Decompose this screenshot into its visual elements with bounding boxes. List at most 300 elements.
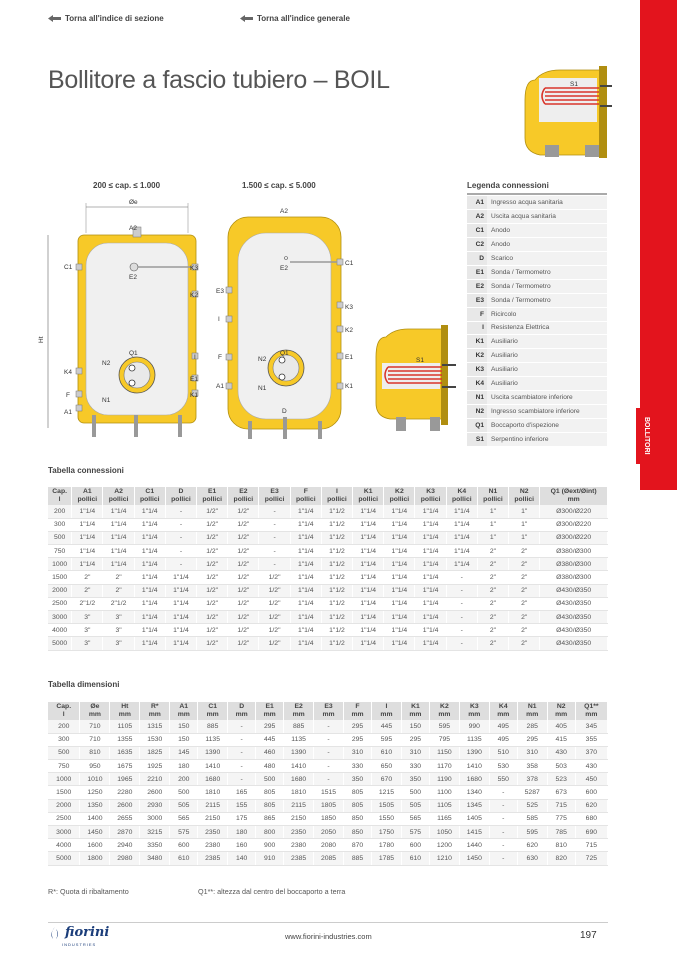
table-cell: 350 xyxy=(401,773,429,786)
side-tab-bollitori[interactable]: BOLLITORI xyxy=(636,408,657,464)
table-header-row xyxy=(48,702,608,720)
table-cell: 1"1/4 xyxy=(384,597,415,610)
table-cell: 1"1/4 xyxy=(134,518,165,531)
label-d-right: D xyxy=(282,408,287,415)
table-cell: 1150 xyxy=(429,746,459,759)
table-cell: 1"1/4 xyxy=(446,545,477,558)
table-cell: 1"1/4 xyxy=(415,518,446,531)
table-cell: 445 xyxy=(372,720,402,733)
legend-code: Q1 xyxy=(467,418,487,432)
table-cell: 1"1/4 xyxy=(290,558,321,571)
table-cell: 4000 xyxy=(48,839,80,852)
column-header-unit: pollici xyxy=(295,496,316,503)
legend-code: N1 xyxy=(467,390,487,404)
table-cell: 1/2" xyxy=(228,518,259,531)
table-cell: 565 xyxy=(401,812,429,825)
legend-code: K1 xyxy=(467,335,487,349)
table-cell: 1500 xyxy=(48,571,72,584)
legend-row xyxy=(467,265,607,279)
column-header-name: K4 xyxy=(498,703,508,710)
table-row xyxy=(48,518,608,531)
table-cell: 1925 xyxy=(140,760,170,773)
table-cell: 1100 xyxy=(429,786,459,799)
table-cell: 2600 xyxy=(140,786,170,799)
table-cell: 1440 xyxy=(459,839,489,852)
table-cell: 620 xyxy=(517,839,547,852)
table-cell: 140 xyxy=(228,852,256,865)
column-header xyxy=(198,702,228,720)
column-header-unit: mm xyxy=(148,711,161,718)
table-cell: 3000 xyxy=(140,812,170,825)
table-cell: 1"1/4 xyxy=(384,571,415,584)
legend-row xyxy=(467,224,607,238)
table-cell: 2" xyxy=(477,597,508,610)
table-cell: 1515 xyxy=(314,786,344,799)
table-cell: 445 xyxy=(256,733,284,746)
legend-row xyxy=(467,349,607,363)
table-cell: 1505 xyxy=(372,799,402,812)
column-header-unit: mm xyxy=(409,711,422,718)
column-header-unit: pollici xyxy=(389,496,410,503)
table-cell: 4000 xyxy=(48,624,72,637)
table-cell: 1"1/2 xyxy=(321,584,352,597)
table-cell: 1" xyxy=(477,518,508,531)
table-cell: 1825 xyxy=(140,746,170,759)
coil-label: S1 xyxy=(570,81,578,88)
table-cell: 1/2" xyxy=(228,624,259,637)
column-header-name: N2 xyxy=(519,488,529,495)
table-cell: 150 xyxy=(170,733,198,746)
table-cell: 1/2" xyxy=(197,558,228,571)
table-cell: 610 xyxy=(372,746,402,759)
legend-desc: Anodo xyxy=(487,224,607,238)
table-cell: 1000 xyxy=(48,773,80,786)
legend-rule xyxy=(467,193,607,195)
label-e1-right: E1 xyxy=(345,354,353,361)
table-cell: 1"1/2 xyxy=(321,518,352,531)
table-cell: 1550 xyxy=(372,812,402,825)
legend-code: I xyxy=(467,321,487,335)
table-cell: Ø300/Ø220 xyxy=(540,518,608,531)
table-cell: 725 xyxy=(575,852,607,865)
table-cell: 1"1/4 xyxy=(384,505,415,518)
table-cell: 1"1/4 xyxy=(165,597,196,610)
table-cell: 1"1/4 xyxy=(384,624,415,637)
table-row xyxy=(48,773,608,786)
table-cell: 1390 xyxy=(198,746,228,759)
right-diagram-caption: 1.500 ≤ cap. ≤ 5.000 xyxy=(242,181,316,190)
table-cell: 1"1/4 xyxy=(353,518,384,531)
column-header xyxy=(459,702,489,720)
column-header-unit: l xyxy=(62,711,65,718)
legend-desc: Resistenza Elettrica xyxy=(487,321,607,335)
table-cell: 2" xyxy=(477,545,508,558)
table-header-row xyxy=(48,487,608,505)
table-cell: 200 xyxy=(48,505,72,518)
table-cell: 1410 xyxy=(284,760,314,773)
table-row xyxy=(48,826,608,839)
label-f-right: F xyxy=(218,354,222,361)
table-cell: 1/2" xyxy=(197,531,228,544)
table-cell: 1"1/4 xyxy=(134,558,165,571)
table-cell: 3" xyxy=(72,611,103,624)
table-cell: 1785 xyxy=(372,852,402,865)
table-cell: 805 xyxy=(256,799,284,812)
table-cell: 505 xyxy=(170,799,198,812)
table-cell: 175 xyxy=(228,812,256,825)
table-cell: 1390 xyxy=(459,746,489,759)
table-cell: 1/2" xyxy=(197,597,228,610)
table-cell: Ø430/Ø350 xyxy=(540,611,608,624)
table-cell: 850 xyxy=(344,826,372,839)
table-cell: 1"1/4 xyxy=(415,637,446,650)
table-cell: - xyxy=(446,597,477,610)
legend-code: K2 xyxy=(467,349,487,363)
column-header xyxy=(540,487,608,505)
table-cell: 1/2" xyxy=(259,584,290,597)
table-cell: - xyxy=(489,826,517,839)
column-header xyxy=(415,487,446,505)
table-cell: 1/2" xyxy=(259,597,290,610)
table-cell: 885 xyxy=(344,852,372,865)
table-cell: 3" xyxy=(103,624,134,637)
table-cell: 1170 xyxy=(429,760,459,773)
table-cell: 1"1/4 xyxy=(103,545,134,558)
label-n2: N2 xyxy=(102,360,111,367)
table-row xyxy=(48,786,608,799)
table-cell: 680 xyxy=(575,812,607,825)
column-header-unit: l xyxy=(58,496,61,503)
table-cell: 2" xyxy=(509,637,540,650)
table-cell: 610 xyxy=(170,852,198,865)
label-q1-right: Q1 xyxy=(280,350,289,357)
column-header-unit: pollici xyxy=(171,496,191,503)
table-row xyxy=(48,624,608,637)
table-cell: 5287 xyxy=(517,786,547,799)
table-cell: - xyxy=(165,545,196,558)
column-header-unit: mm xyxy=(88,711,101,718)
table-cell: 295 xyxy=(401,733,429,746)
table-cell: 1215 xyxy=(372,786,402,799)
table-cell: 2380 xyxy=(284,839,314,852)
connections-table xyxy=(48,487,608,651)
label-k2-right: K2 xyxy=(345,327,353,334)
label-oe: Øe xyxy=(129,199,138,206)
table-cell: 330 xyxy=(401,760,429,773)
nav-general-link[interactable] xyxy=(240,14,350,23)
column-header-name: I xyxy=(385,703,388,710)
page-title: Bollitore a fascio tubiero – BOIL xyxy=(48,66,390,94)
table-cell: 1"1/4 xyxy=(353,611,384,624)
column-header-name: N1 xyxy=(488,488,498,495)
legend-row xyxy=(467,293,607,307)
column-header-unit: mm xyxy=(351,711,364,718)
footer-divider xyxy=(48,922,608,923)
table-cell: 345 xyxy=(575,720,607,733)
product-image xyxy=(515,60,615,165)
column-header-name: I xyxy=(336,488,338,495)
legend-code: E1 xyxy=(467,265,487,279)
column-header-name: K2 xyxy=(395,488,404,495)
table-cell: 1"1/4 xyxy=(134,545,165,558)
table-cell: 1"1/4 xyxy=(415,558,446,571)
table-cell: 200 xyxy=(170,773,198,786)
table-cell: 2115 xyxy=(198,799,228,812)
table-cell: 1/2" xyxy=(228,597,259,610)
column-header xyxy=(372,702,402,720)
legend-desc: Ausiliario xyxy=(487,377,607,391)
column-header xyxy=(314,702,344,720)
legend-desc: Ingresso acqua sanitaria xyxy=(487,196,607,210)
table-cell: 1/2" xyxy=(197,545,228,558)
legend-desc: Ingresso scambiatore inferiore xyxy=(487,404,607,418)
column-header xyxy=(197,487,228,505)
table-cell: 1/2" xyxy=(197,611,228,624)
table-cell: 1/2" xyxy=(197,505,228,518)
table-cell: 2" xyxy=(72,571,103,584)
table-cell: Ø430/Ø350 xyxy=(540,637,608,650)
column-header-name: K1 xyxy=(411,703,420,710)
column-header-name: E3 xyxy=(270,488,279,495)
table-cell: - xyxy=(228,773,256,786)
table-cell: 145 xyxy=(170,746,198,759)
legend-row xyxy=(467,363,607,377)
table-cell: Ø430/Ø350 xyxy=(540,624,608,637)
table-cell: 1"1/4 xyxy=(290,571,321,584)
table-cell: 300 xyxy=(48,733,80,746)
legend-desc: Ausiliario xyxy=(487,363,607,377)
table-cell: 2" xyxy=(477,624,508,637)
table-cell: 405 xyxy=(547,720,575,733)
column-header-unit: mm xyxy=(235,711,248,718)
table-cell: 1"1/4 xyxy=(415,571,446,584)
table-cell: 1"1/4 xyxy=(353,531,384,544)
column-header xyxy=(290,487,321,505)
column-header-unit: mm xyxy=(118,711,131,718)
legend-code: C2 xyxy=(467,238,487,252)
table-cell: 3215 xyxy=(140,826,170,839)
column-header xyxy=(344,702,372,720)
nav-section-link[interactable] xyxy=(48,14,164,23)
table-cell: 1"1/4 xyxy=(72,545,103,558)
table-cell: 2"1/2 xyxy=(72,597,103,610)
column-header-name: Ht xyxy=(121,703,129,710)
table-cell: 673 xyxy=(547,786,575,799)
table-cell: 750 xyxy=(48,545,72,558)
table-cell: 1675 xyxy=(110,760,140,773)
label-i: I xyxy=(194,354,196,361)
column-header xyxy=(165,487,196,505)
table-cell: 2" xyxy=(509,558,540,571)
table-cell: 1"1/4 xyxy=(446,518,477,531)
table-cell: 1"1/4 xyxy=(415,531,446,544)
table-cell: 500 xyxy=(170,786,198,799)
table-cell: 1250 xyxy=(80,786,110,799)
table-cell: 2" xyxy=(509,611,540,624)
table-cell: 595 xyxy=(517,826,547,839)
table-cell: 2210 xyxy=(140,773,170,786)
table-cell: 310 xyxy=(517,746,547,759)
column-header xyxy=(48,487,72,505)
table-cell: 155 xyxy=(228,799,256,812)
table-cell: 2" xyxy=(477,611,508,624)
legend-desc: Boccaporto d'ispezione xyxy=(487,418,607,432)
table-cell: 1"1/2 xyxy=(321,624,352,637)
column-header xyxy=(509,487,540,505)
table-cell: Ø300/Ø220 xyxy=(540,505,608,518)
column-header xyxy=(401,702,429,720)
table-cell: 990 xyxy=(459,720,489,733)
table-cell: 1635 xyxy=(110,746,140,759)
page-number: 197 xyxy=(580,930,597,941)
table-cell: 2150 xyxy=(284,812,314,825)
table-cell: 310 xyxy=(401,746,429,759)
table-cell: 2385 xyxy=(284,852,314,865)
table-cell: 805 xyxy=(256,786,284,799)
table-cell: 2150 xyxy=(198,812,228,825)
dimensions-title: Tabella dimensioni xyxy=(48,680,120,689)
table-cell: 810 xyxy=(80,746,110,759)
table-cell: 285 xyxy=(517,720,547,733)
table-cell: 2" xyxy=(509,584,540,597)
table-cell: 3000 xyxy=(48,611,72,624)
legend-row xyxy=(467,252,607,266)
table-row xyxy=(48,720,608,733)
table-cell: 2870 xyxy=(110,826,140,839)
brand-logo[interactable] xyxy=(48,925,109,940)
table-cell: 450 xyxy=(575,773,607,786)
legend-desc: Anodo xyxy=(487,238,607,252)
table-cell: 1"1/4 xyxy=(290,505,321,518)
table-cell: 1"1/4 xyxy=(134,597,165,610)
table-cell: 2080 xyxy=(314,839,344,852)
table-cell: 1"1/4 xyxy=(446,531,477,544)
table-row xyxy=(48,611,608,624)
column-header-unit: mm xyxy=(322,711,335,718)
table-cell: Ø380/Ø300 xyxy=(540,571,608,584)
table-cell: 5000 xyxy=(48,637,72,650)
table-cell: 800 xyxy=(256,826,284,839)
table-cell: 1/2" xyxy=(259,611,290,624)
table-cell: 620 xyxy=(575,799,607,812)
column-header-name: A2 xyxy=(114,488,123,495)
table-cell: 1"1/4 xyxy=(290,545,321,558)
table-cell: 1"1/4 xyxy=(72,531,103,544)
legend-code: E3 xyxy=(467,293,487,307)
column-header-name: A1 xyxy=(179,703,189,710)
nav-section-label[interactable]: Torna all'indice di sezione xyxy=(65,14,164,23)
table-row xyxy=(48,733,608,746)
r-note: R*: Quota di ribaltamento xyxy=(48,887,129,896)
left-tank-diagram xyxy=(40,193,210,443)
column-header-unit: pollici xyxy=(264,496,285,503)
table-cell: 1" xyxy=(477,505,508,518)
table-cell: 950 xyxy=(80,760,110,773)
table-row xyxy=(48,597,608,610)
table-cell: 1/2" xyxy=(197,584,228,597)
table-cell: 1"1/4 xyxy=(290,518,321,531)
table-row xyxy=(48,531,608,544)
table-cell: 1"1/2 xyxy=(321,637,352,650)
legend-code: C1 xyxy=(467,224,487,238)
table-cell: 710 xyxy=(80,733,110,746)
column-header-unit: pollici xyxy=(139,496,160,503)
table-cell: 295 xyxy=(517,733,547,746)
table-cell: 2280 xyxy=(110,786,140,799)
table-cell: 1"1/2 xyxy=(321,597,352,610)
table-cell: 600 xyxy=(575,786,607,799)
column-header xyxy=(547,702,575,720)
table-cell: 1/2" xyxy=(228,571,259,584)
legend-row xyxy=(467,404,607,418)
legend-code: E2 xyxy=(467,279,487,293)
label-f: F xyxy=(66,392,70,399)
legend-code: S1 xyxy=(467,432,487,446)
column-header xyxy=(575,702,607,720)
table-cell: 1"1/4 xyxy=(134,531,165,544)
column-header-unit: pollici xyxy=(77,496,98,503)
table-cell: Ø380/Ø300 xyxy=(540,558,608,571)
table-cell: 575 xyxy=(401,826,429,839)
table-cell: 1600 xyxy=(80,839,110,852)
column-header-name: C1 xyxy=(208,703,218,710)
nav-general-label[interactable]: Torna all'indice generale xyxy=(257,14,350,23)
table-cell: 430 xyxy=(575,760,607,773)
legend-row xyxy=(467,377,607,391)
table-cell: 1"1/4 xyxy=(103,558,134,571)
table-cell: 1" xyxy=(509,505,540,518)
connections-title: Tabella connessioni xyxy=(48,466,124,475)
column-header-unit: pollici xyxy=(108,496,129,503)
table-cell: 1315 xyxy=(140,720,170,733)
table-cell: 1"1/4 xyxy=(134,505,165,518)
table-cell: 1135 xyxy=(284,733,314,746)
table-cell: 2050 xyxy=(314,826,344,839)
table-cell: 1350 xyxy=(80,799,110,812)
table-cell: 500 xyxy=(48,746,80,759)
table-cell: 1" xyxy=(477,531,508,544)
column-header-name: A1 xyxy=(83,488,92,495)
table-cell: - xyxy=(314,760,344,773)
table-cell: 2" xyxy=(509,597,540,610)
label-n1-right: N1 xyxy=(258,385,267,392)
table-cell: 1/2" xyxy=(259,624,290,637)
label-a2-right: A2 xyxy=(280,208,288,215)
table-cell: 600 xyxy=(401,839,429,852)
table-cell: 1"1/4 xyxy=(165,624,196,637)
table-cell: 1"1/4 xyxy=(72,558,103,571)
table-cell: 595 xyxy=(429,720,459,733)
table-cell: 1"1/4 xyxy=(353,545,384,558)
column-header-unit: pollici xyxy=(451,496,472,503)
table-cell: 495 xyxy=(489,733,517,746)
label-q1: Q1 xyxy=(129,350,138,357)
table-cell: 1"1/4 xyxy=(134,571,165,584)
table-cell: 1"1/4 xyxy=(384,637,415,650)
table-cell: 1450 xyxy=(459,852,489,865)
column-header xyxy=(110,702,140,720)
column-header-name: N2 xyxy=(556,703,566,710)
table-row xyxy=(48,505,608,518)
label-e3-right: E3 xyxy=(216,288,224,295)
table-cell: 1390 xyxy=(284,746,314,759)
table-cell: 1"1/4 xyxy=(415,624,446,637)
table-cell: 503 xyxy=(547,760,575,773)
table-cell: 1415 xyxy=(459,826,489,839)
legend-desc: Ausiliario xyxy=(487,335,607,349)
website-link[interactable]: www.fiorini-industries.com xyxy=(285,932,372,941)
table-cell: 530 xyxy=(489,760,517,773)
